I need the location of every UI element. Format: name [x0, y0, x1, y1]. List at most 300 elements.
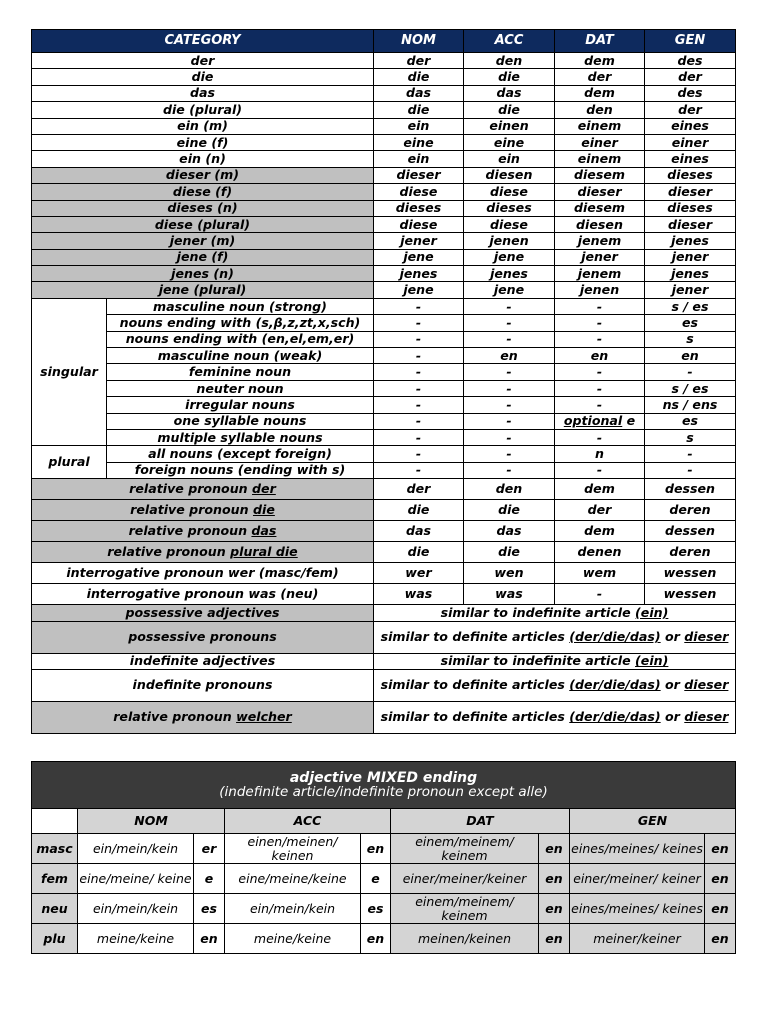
category-cell: die (plural): [32, 102, 374, 118]
acc-cell: eine: [464, 134, 555, 150]
category-underlined: welcher: [236, 709, 292, 725]
category-text: relative pronoun: [129, 481, 253, 497]
header-nom: NOM: [78, 809, 225, 834]
table-row: [32, 266, 736, 282]
dat-cell: diesem: [555, 167, 645, 183]
gen-cell: eines: [645, 118, 736, 134]
acc-cell: jene: [464, 249, 555, 265]
nom-cell: jene: [374, 282, 464, 298]
dat-ending: en: [539, 924, 570, 954]
header-row: [32, 809, 736, 834]
acc-cell: -: [464, 429, 555, 445]
acc-cell: jenes: [464, 266, 555, 282]
dat-cell: denen: [555, 542, 645, 563]
gen-cell: dessen: [645, 521, 736, 542]
category-underlined: plural die: [230, 544, 298, 560]
acc-cell: -: [464, 462, 555, 478]
acc-cell: diesen: [464, 167, 555, 183]
header-gen: GEN: [570, 809, 736, 834]
nom-cell: -: [374, 364, 464, 380]
acc-cell: was: [464, 584, 555, 605]
table-row: [32, 413, 736, 429]
gen-cell: dessen: [645, 479, 736, 500]
dat-form: einer/meiner/keiner: [391, 864, 539, 894]
dat-cell: -: [555, 331, 645, 347]
description-underlined: dieser: [684, 677, 729, 693]
acc-cell: -: [464, 380, 555, 396]
table-row: [32, 605, 736, 621]
acc-cell: en: [464, 348, 555, 364]
category-cell: dieses (n): [32, 200, 374, 216]
acc-form: einen/meinen/ keinen: [225, 834, 361, 864]
acc-cell: -: [464, 397, 555, 413]
corner-cell: [32, 809, 78, 834]
dat-ending: en: [539, 834, 570, 864]
category-cell: masculine noun (weak): [107, 348, 374, 364]
acc-ending: en: [361, 924, 391, 954]
nom-cell: jener: [374, 233, 464, 249]
category-text: relative pronoun: [113, 709, 237, 725]
gen-cell: -: [645, 462, 736, 478]
description-underlined: dieser: [684, 709, 729, 725]
nom-cell: ein: [374, 118, 464, 134]
gen-cell: jenes: [645, 233, 736, 249]
category-cell: der: [32, 53, 374, 69]
table-row: [32, 151, 736, 167]
table-row: [32, 331, 736, 347]
dat-cell: -: [555, 315, 645, 331]
dat-cell: [555, 413, 645, 429]
category-cell: jenes (n): [32, 266, 374, 282]
nom-ending: en: [194, 924, 225, 954]
gen-cell: des: [645, 85, 736, 101]
nom-ending: er: [194, 834, 225, 864]
acc-cell: diese: [464, 184, 555, 200]
category-cell: feminine noun: [107, 364, 374, 380]
nom-cell: -: [374, 348, 464, 364]
category-cell: ein (n): [32, 151, 374, 167]
header-gen: GEN: [645, 30, 736, 53]
nom-form: eine/meine/ keine: [78, 864, 194, 894]
description-cell: [374, 669, 736, 701]
title-row: [32, 762, 736, 809]
nom-cell: die: [374, 542, 464, 563]
table-row: [32, 233, 736, 249]
gen-cell: jener: [645, 249, 736, 265]
dat-cell: der: [555, 500, 645, 521]
table-row: [32, 701, 736, 733]
nom-form: ein/mein/kein: [78, 894, 194, 924]
table-row: [32, 216, 736, 232]
gen-cell: es: [645, 315, 736, 331]
dat-cell: en: [555, 348, 645, 364]
dat-cell: n: [555, 446, 645, 462]
description-cell: [374, 605, 736, 621]
gen-cell: dieser: [645, 184, 736, 200]
description-cell: [374, 653, 736, 669]
gen-cell: ns / ens: [645, 397, 736, 413]
acc-cell: -: [464, 331, 555, 347]
nom-cell: dieses: [374, 200, 464, 216]
category-cell: jener (m): [32, 233, 374, 249]
category-cell: [32, 621, 374, 653]
nom-ending: es: [194, 894, 225, 924]
category-cell: irregular nouns: [107, 397, 374, 413]
category-cell: [32, 584, 374, 605]
table-row: [32, 521, 736, 542]
nom-cell: -: [374, 397, 464, 413]
nom-form: ein/mein/kein: [78, 834, 194, 864]
description-text: or: [660, 629, 685, 645]
table-row: [32, 200, 736, 216]
description-text: or: [660, 709, 685, 725]
dat-form: einem/meinem/ keinem: [391, 894, 539, 924]
dat-cell: einem: [555, 118, 645, 134]
category-cell: [32, 605, 374, 621]
gen-form: meiner/keiner: [570, 924, 705, 954]
category-cell: [32, 521, 374, 542]
category-text: indefinite pronouns: [132, 677, 273, 693]
acc-cell: die: [464, 69, 555, 85]
table-row: [32, 446, 736, 462]
acc-ending: en: [361, 834, 391, 864]
dat-form: meinen/keinen: [391, 924, 539, 954]
gen-cell: des: [645, 53, 736, 69]
gen-cell: -: [645, 364, 736, 380]
row-label: plu: [32, 924, 78, 954]
dat-cell: jenem: [555, 266, 645, 282]
dat-cell: jenem: [555, 233, 645, 249]
acc-cell: jene: [464, 282, 555, 298]
gen-ending: en: [705, 894, 736, 924]
acc-cell: wen: [464, 563, 555, 584]
acc-cell: ein: [464, 151, 555, 167]
description-underlined: (der/die/das): [569, 629, 661, 645]
acc-cell: jenen: [464, 233, 555, 249]
table-row: [32, 53, 736, 69]
declension-table: [31, 29, 736, 734]
table-row: [32, 924, 736, 954]
table-row: [32, 315, 736, 331]
dat-ending: en: [539, 864, 570, 894]
nom-cell: das: [374, 521, 464, 542]
category-cell: neuter noun: [107, 380, 374, 396]
description-text: similar to indefinite article: [440, 653, 636, 669]
table-row: [32, 85, 736, 101]
dat-cell: dem: [555, 53, 645, 69]
nom-form: meine/keine: [78, 924, 194, 954]
acc-cell: die: [464, 500, 555, 521]
category-cell: das: [32, 85, 374, 101]
category-cell: ein (m): [32, 118, 374, 134]
acc-cell: die: [464, 102, 555, 118]
acc-cell: -: [464, 413, 555, 429]
table-row: [32, 834, 736, 864]
table-row: [32, 894, 736, 924]
header-row: [32, 30, 736, 53]
description-underlined: (ein): [635, 604, 669, 620]
table-row: [32, 542, 736, 563]
description-text: similar to definite articles: [380, 709, 570, 725]
acc-cell: den: [464, 479, 555, 500]
dat-cell: einem: [555, 151, 645, 167]
description-text: similar to indefinite article: [440, 604, 636, 620]
nom-cell: dieser: [374, 167, 464, 183]
dat-cell: diesem: [555, 200, 645, 216]
acc-form: ein/mein/kein: [225, 894, 361, 924]
nom-cell: -: [374, 331, 464, 347]
category-cell: [32, 653, 374, 669]
dat-cell: -: [555, 462, 645, 478]
nom-cell: die: [374, 69, 464, 85]
gen-ending: en: [705, 864, 736, 894]
gen-cell: jenes: [645, 266, 736, 282]
dat-form: einem/meinem/ keinem: [391, 834, 539, 864]
gen-cell: deren: [645, 500, 736, 521]
category-cell: [32, 500, 374, 521]
gen-form: eines/meines/ keines: [570, 894, 705, 924]
category-text: relative pronoun: [130, 502, 253, 518]
description-cell: [374, 621, 736, 653]
acc-cell: -: [464, 315, 555, 331]
nom-ending: e: [194, 864, 225, 894]
nom-cell: -: [374, 315, 464, 331]
description-cell: [374, 701, 736, 733]
header-category: CATEGORY: [32, 30, 374, 53]
dat-rest: e: [622, 413, 636, 429]
dat-cell: diesen: [555, 216, 645, 232]
gen-ending: en: [705, 924, 736, 954]
nom-cell: die: [374, 102, 464, 118]
row-label: masc: [32, 834, 78, 864]
table-row: [32, 397, 736, 413]
table-row: [32, 380, 736, 396]
nom-cell: -: [374, 446, 464, 462]
gen-cell: es: [645, 413, 736, 429]
table-row: [32, 669, 736, 701]
plural-label: plural: [32, 446, 107, 479]
description-underlined: (ein): [635, 653, 669, 669]
category-underlined: die: [252, 502, 275, 518]
nom-cell: jenes: [374, 266, 464, 282]
dat-cell: dem: [555, 479, 645, 500]
acc-cell: einen: [464, 118, 555, 134]
dat-cell: dieser: [555, 184, 645, 200]
gen-cell: dieses: [645, 200, 736, 216]
gen-ending: en: [705, 834, 736, 864]
dat-cell: -: [555, 584, 645, 605]
gen-cell: -: [645, 446, 736, 462]
acc-ending: e: [361, 864, 391, 894]
dat-cell: jener: [555, 249, 645, 265]
dat-cell: jenen: [555, 282, 645, 298]
table-row: [32, 69, 736, 85]
nom-cell: -: [374, 298, 464, 314]
category-text: possessive adjectives: [125, 604, 280, 620]
category-cell: [32, 479, 374, 500]
nom-cell: der: [374, 479, 464, 500]
category-cell: foreign nouns (ending with s): [107, 462, 374, 478]
acc-form: eine/meine/keine: [225, 864, 361, 894]
header-dat: DAT: [555, 30, 645, 53]
category-cell: [32, 669, 374, 701]
category-cell: diese (f): [32, 184, 374, 200]
singular-label: singular: [32, 298, 107, 446]
dat-cell: wem: [555, 563, 645, 584]
dat-cell: -: [555, 364, 645, 380]
gen-cell: eines: [645, 151, 736, 167]
dat-cell: dem: [555, 521, 645, 542]
table-row: [32, 621, 736, 653]
category-cell: jene (plural): [32, 282, 374, 298]
nom-cell: eine: [374, 134, 464, 150]
nom-cell: der: [374, 53, 464, 69]
table-row: [32, 429, 736, 445]
dat-cell: -: [555, 298, 645, 314]
dat-underlined: optional: [563, 413, 623, 429]
table-row: [32, 102, 736, 118]
dat-cell: den: [555, 102, 645, 118]
gen-cell: dieses: [645, 167, 736, 183]
table-title-cell: [32, 762, 736, 809]
category-cell: [32, 701, 374, 733]
nom-cell: wer: [374, 563, 464, 584]
dat-cell: -: [555, 397, 645, 413]
category-cell: die: [32, 69, 374, 85]
category-text: interrogative pronoun wer (masc/fem): [66, 565, 339, 581]
category-cell: diese (plural): [32, 216, 374, 232]
dat-ending: en: [539, 894, 570, 924]
gen-cell: s / es: [645, 380, 736, 396]
acc-cell: das: [464, 85, 555, 101]
adjective-mixed-ending-table: [31, 761, 736, 954]
category-cell: nouns ending with (en,el,em,er): [107, 331, 374, 347]
description-underlined: (der/die/das): [569, 677, 661, 693]
category-cell: nouns ending with (s,β,z,zt,x,sch): [107, 315, 374, 331]
nom-cell: ein: [374, 151, 464, 167]
table-row: [32, 118, 736, 134]
gen-cell: s / es: [645, 298, 736, 314]
table-row: [32, 584, 736, 605]
category-cell: [32, 563, 374, 584]
nom-cell: das: [374, 85, 464, 101]
nom-cell: -: [374, 380, 464, 396]
acc-form: meine/keine: [225, 924, 361, 954]
category-cell: multiple syllable nouns: [107, 429, 374, 445]
header-nom: NOM: [374, 30, 464, 53]
table-row: [32, 348, 736, 364]
category-text: relative pronoun: [128, 523, 252, 539]
acc-ending: es: [361, 894, 391, 924]
acc-cell: dieses: [464, 200, 555, 216]
table-row: [32, 479, 736, 500]
acc-cell: -: [464, 446, 555, 462]
nom-cell: -: [374, 413, 464, 429]
gen-cell: jener: [645, 282, 736, 298]
nom-cell: die: [374, 500, 464, 521]
acc-cell: -: [464, 298, 555, 314]
category-cell: all nouns (except foreign): [107, 446, 374, 462]
gen-cell: deren: [645, 542, 736, 563]
gen-cell: wessen: [645, 584, 736, 605]
table-row: [32, 282, 736, 298]
nom-cell: -: [374, 429, 464, 445]
row-label: fem: [32, 864, 78, 894]
header-acc: ACC: [464, 30, 555, 53]
category-text: interrogative pronoun was (neu): [86, 586, 319, 602]
gen-form: einer/meiner/ keiner: [570, 864, 705, 894]
table-row: [32, 364, 736, 380]
header-acc: ACC: [225, 809, 391, 834]
category-cell: jene (f): [32, 249, 374, 265]
gen-cell: dieser: [645, 216, 736, 232]
table-row: [32, 134, 736, 150]
acc-cell: den: [464, 53, 555, 69]
table-row: [32, 653, 736, 669]
description-underlined: dieser: [684, 629, 729, 645]
acc-cell: die: [464, 542, 555, 563]
gen-cell: s: [645, 429, 736, 445]
row-label: neu: [32, 894, 78, 924]
category-text: relative pronoun: [107, 544, 231, 560]
description-text: similar to definite articles: [380, 677, 570, 693]
table-row: [32, 249, 736, 265]
category-cell: one syllable nouns: [107, 413, 374, 429]
table-row: [32, 462, 736, 478]
dat-cell: dem: [555, 85, 645, 101]
gen-cell: der: [645, 102, 736, 118]
table-row: [32, 864, 736, 894]
gen-cell: en: [645, 348, 736, 364]
table-row: [32, 298, 736, 314]
category-cell: masculine noun (strong): [107, 298, 374, 314]
dat-cell: der: [555, 69, 645, 85]
dat-cell: -: [555, 380, 645, 396]
gen-cell: der: [645, 69, 736, 85]
description-text: or: [660, 677, 685, 693]
category-text: indefinite adjectives: [129, 653, 276, 669]
nom-cell: jene: [374, 249, 464, 265]
category-cell: dieser (m): [32, 167, 374, 183]
gen-cell: wessen: [645, 563, 736, 584]
table-row: [32, 184, 736, 200]
category-underlined: der: [252, 481, 276, 497]
acc-cell: das: [464, 521, 555, 542]
nom-cell: diese: [374, 184, 464, 200]
acc-cell: diese: [464, 216, 555, 232]
category-text: possessive pronouns: [128, 629, 277, 645]
table-row: [32, 167, 736, 183]
table-subtitle: (indefinite article/indefinite pronoun except alle): [219, 784, 548, 800]
header-dat: DAT: [391, 809, 570, 834]
table-title: adjective MIXED ending: [289, 770, 478, 786]
description-text: similar to definite articles: [380, 629, 570, 645]
table-row: [32, 500, 736, 521]
category-underlined: das: [251, 523, 277, 539]
nom-cell: diese: [374, 216, 464, 232]
gen-cell: einer: [645, 134, 736, 150]
nom-cell: was: [374, 584, 464, 605]
gen-form: eines/meines/ keines: [570, 834, 705, 864]
acc-cell: -: [464, 364, 555, 380]
dat-cell: -: [555, 429, 645, 445]
category-cell: [32, 542, 374, 563]
gen-cell: s: [645, 331, 736, 347]
dat-cell: einer: [555, 134, 645, 150]
category-cell: eine (f): [32, 134, 374, 150]
nom-cell: -: [374, 462, 464, 478]
table-row: [32, 563, 736, 584]
